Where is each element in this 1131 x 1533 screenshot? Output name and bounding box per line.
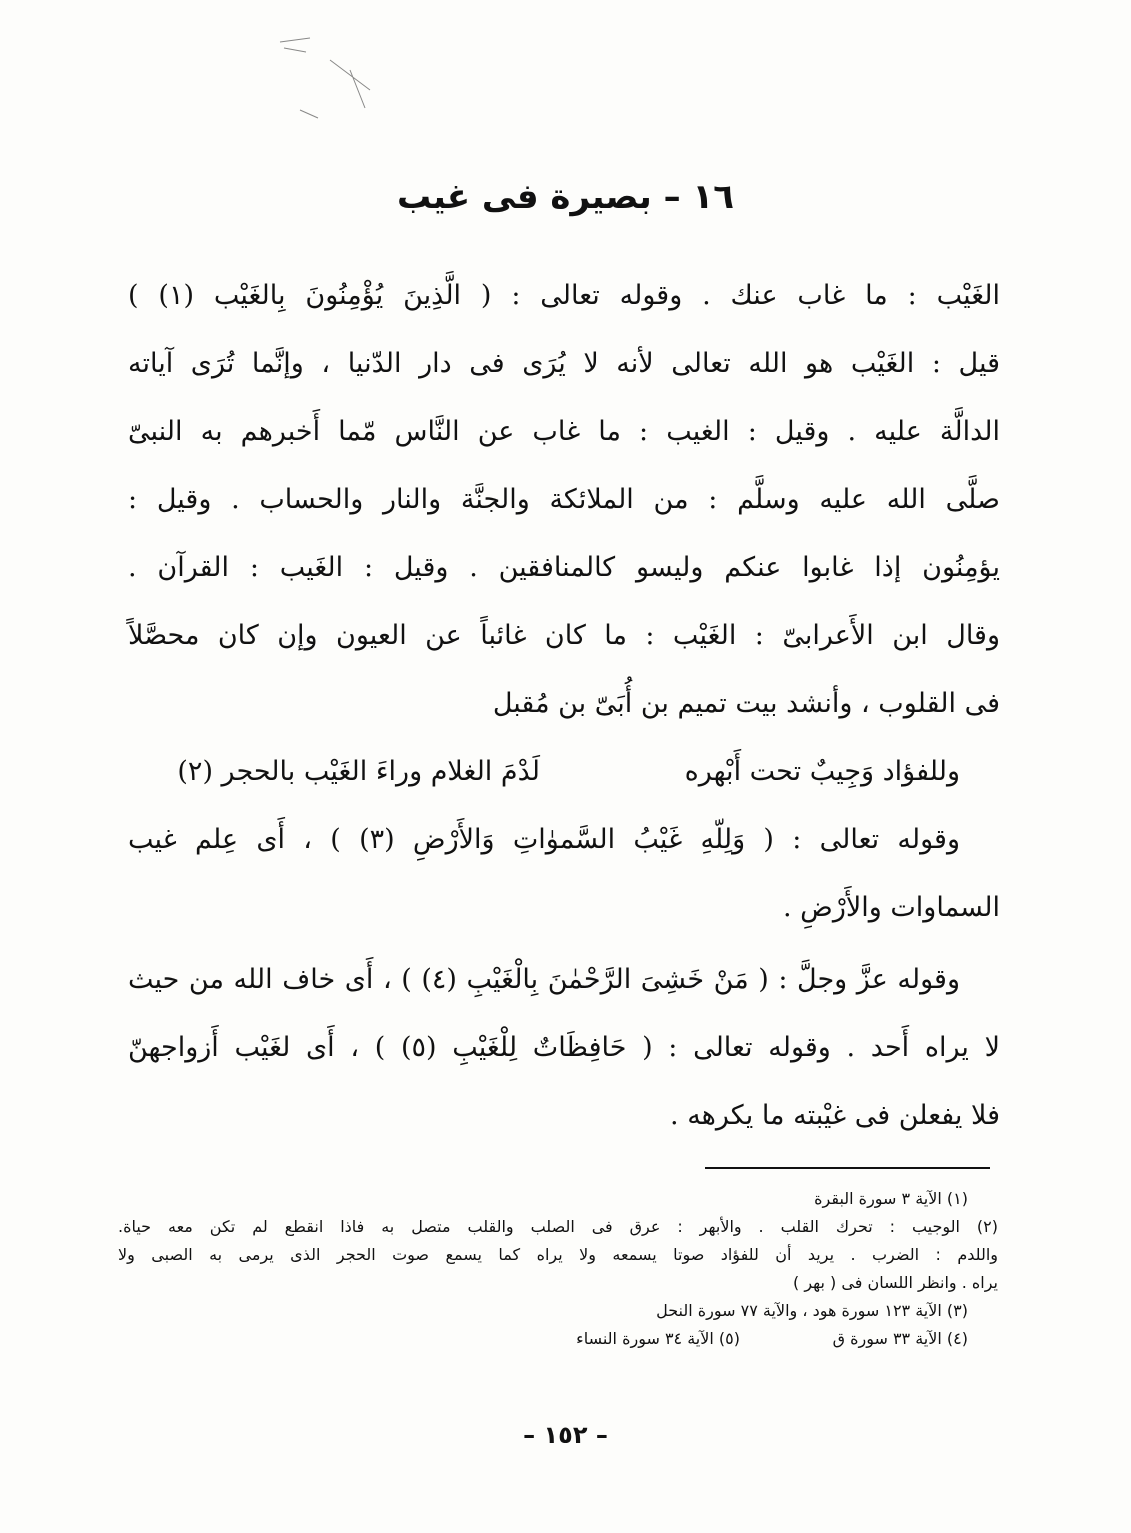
body-text bbox=[128, 262, 1000, 1150]
verse-second-half: لَدْمَ الغلام وراءَ الغَيْب بالحجر (٢) bbox=[177, 756, 540, 787]
body-line: وقال ابن الأَعرابىّ : الغَيْب : ما كان غائباً عن العيون وإن كان محصَّلاً bbox=[128, 620, 1000, 651]
footnote-2-line-2: واللدم : الضرب . يريد أن للفؤاد صوتا يسمعه ولا يراه كما يسمع صوت الحجر الذى يرمى به الصبى ولا bbox=[118, 1245, 998, 1264]
footnote-1: (١) الآية ٣ سورة البقرة bbox=[814, 1189, 968, 1208]
page-number: – ١٥٢ – bbox=[523, 1421, 608, 1449]
footnotes bbox=[118, 1185, 998, 1353]
body-line: وقوله تعالى : ( وَلِلّهِ غَيْبُ السَّموٰاتِ وَالأَرْضِ (٣) ) ، أَى عِلم غيب bbox=[128, 824, 960, 855]
section-title: ١٦ – بصيرة فى غيب bbox=[397, 177, 734, 217]
footnote-2-line-1: (٢) الوجيب : تحرك القلب . والأبهر : عرق فى الصلب والقلب متصل به فاذا انقطع لم تكن معه حياة. bbox=[118, 1217, 998, 1236]
poetry-verse bbox=[128, 738, 1000, 806]
footnote-4: (٤) الآية ٣٣ سورة ق bbox=[832, 1329, 968, 1348]
body-line: قيل : الغَيْب هو الله تعالى لأنه لا يُرَى فى دار الدّنيا ، وإنَّما تُرَى آياته bbox=[128, 348, 1000, 379]
body-line: صلَّى الله عليه وسلَّم : من الملائكة والجنَّة والنار والحساب . وقيل : bbox=[128, 484, 1000, 515]
body-line: فى القلوب ، وأنشد بيت تميم بن أُبَىّ بن مُقبل bbox=[492, 688, 1000, 719]
body-line: السماوات والأَرْضِ . bbox=[783, 892, 1000, 923]
footnote-row-4-5 bbox=[118, 1325, 998, 1353]
verse-first-half: وللفؤاد وَجِيبٌ تحت أَبْهره bbox=[684, 756, 960, 787]
body-line: لا يراه أَحد . وقوله تعالى : ( حَافِظَاتٌ لِلْغَيْبِ (٥) ) ، أَى لغَيْب أَزواجهنّ bbox=[128, 1032, 1000, 1063]
body-line: فلا يفعلن فى غيْبته ما يكرهه . bbox=[670, 1100, 1000, 1131]
body-line: الغَيْب : ما غاب عنك . وقوله تعالى : ( الَّذِينَ يُؤْمِنُونَ بِالغَيْب (١) ) bbox=[128, 280, 1000, 311]
footnote-3: (٣) الآية ١٢٣ سورة هود ، والآية ٧٧ سورة النحل bbox=[656, 1301, 968, 1320]
body-line: وقوله عزَّ وجلَّ : ( مَنْ خَشِىَ الرَّحْمٰنَ بِالْغَيْبِ (٤) ) ، أَى خاف الله من حيث bbox=[128, 964, 960, 995]
body-line: الدالَّة عليه . وقيل : الغيب : ما غاب عن النَّاس مّما أَخبرهم به النبىّ bbox=[128, 416, 1000, 447]
scan-artifact-marks bbox=[270, 30, 410, 120]
footnote-2-line-3: يراه . وانظر اللسان فى ( بهر ) bbox=[792, 1273, 998, 1292]
body-line: يؤمِنُون إذا غابوا عنكم وليسو كالمنافقين . وقيل : الغَيب : القرآن . bbox=[128, 552, 1000, 583]
footnote-separator bbox=[705, 1167, 990, 1169]
footnote-5: (٥) الآية ٣٤ سورة النساء bbox=[576, 1329, 740, 1348]
